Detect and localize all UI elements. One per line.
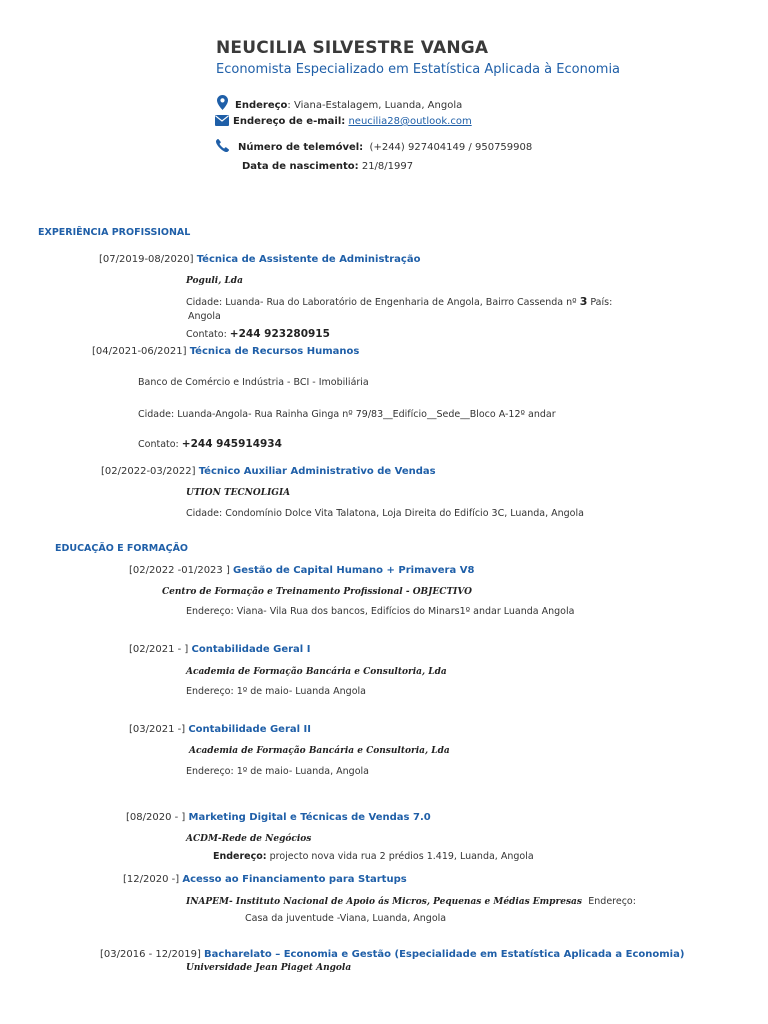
edu-2-course: Contabilidade Geral I	[191, 644, 311, 655]
address-line	[235, 100, 462, 111]
edu-2-date: [02/2021 - ]	[129, 644, 189, 655]
edu-5-header	[123, 874, 407, 885]
edu-3-address: Endereço: 1º de maio- Luanda, Angola	[186, 766, 369, 777]
edu-4-address	[213, 851, 534, 862]
job-2-contact	[138, 438, 282, 450]
edu-6-header	[100, 949, 684, 960]
edu-3-school: Academia de Formação Bancária e Consultoria, Lda	[189, 746, 450, 756]
edu-4-address-value: projecto nova vida rua 2 prédios 1.419, Luanda, Angola	[269, 851, 534, 862]
edu-1-school: Centro de Formação e Treinamento Profissional - OBJECTIVO	[162, 587, 473, 597]
edu-5-address-label: Endereço:	[588, 896, 636, 907]
job-3-company: UTION TECNOLIGIA	[186, 488, 291, 498]
email-line	[233, 116, 472, 127]
professional-title: Economista Especializado em Estatística Aplicada à Economia	[216, 62, 621, 77]
edu-5-address: Casa da juventude -Viana, Luanda, Angola	[245, 913, 447, 924]
job-2-company: Banco de Comércio e Indústria - BCI - Imobiliária	[138, 377, 369, 388]
education-heading: EDUCAÇÃO E FORMAÇÃO	[55, 543, 189, 554]
edu-4-header	[126, 812, 431, 823]
job-2-header	[92, 346, 359, 357]
job-1-contact-sep: :	[223, 329, 227, 340]
job-2-contact-label: Contato:	[138, 439, 179, 450]
edu-5-course: Acesso ao Financiamento para Startups	[182, 874, 407, 885]
edu-4-date: [08/2020 - ]	[126, 812, 186, 823]
edu-5-date: [12/2020 -]	[123, 874, 180, 885]
edu-1-header	[129, 565, 474, 576]
envelope-icon	[215, 115, 229, 126]
job-3-header	[101, 466, 436, 477]
job-1-contact-label: Contato	[186, 329, 224, 340]
edu-6-course: Bacharelato – Economia e Gestão (Especialidade em Estatística Aplicada a Economia)	[204, 949, 685, 960]
edu-6-date: [03/2016 - 12/2019]	[100, 949, 201, 960]
phone-value: (+244) 927404149 / 950759908	[369, 142, 533, 153]
phone-label: Número de telemóvel:	[238, 142, 364, 153]
job-1-company: Poguli, Lda	[186, 276, 243, 286]
job-1-city-value: : Luanda- Rua do Laboratório de Engenharia de Angola, Bairro Cassenda nº	[219, 297, 577, 308]
edu-4-school: ACDM-Rede de Negócios	[186, 834, 312, 844]
birth-value: 21/8/1997	[361, 161, 414, 172]
job-2-contact-value: +244 945914934	[181, 438, 282, 450]
job-3-city-value: : Condomínio Dolce Vita Talatona, Loja Direita do Edifício 3C, Luanda, Angola	[219, 508, 584, 519]
edu-2-school: Academia de Formação Bancária e Consultoria, Lda	[186, 667, 447, 677]
birth-label: Data de nascimento:	[242, 161, 359, 172]
job-1-contact	[186, 328, 330, 340]
job-1-city-tail2: :	[609, 297, 613, 308]
job-2-city: Cidade: Luanda-Angola- Rua Rainha Ginga nº 79/83__Edifício__Sede__Bloco A-12º andar	[138, 409, 556, 420]
edu-2-address: Endereço: 1º de maio- Luanda Angola	[186, 686, 366, 697]
address-label: Endereço	[235, 100, 288, 111]
job-1-header	[99, 254, 420, 265]
job-3-role: Técnico Auxiliar Administrativo de Vendas	[198, 466, 436, 477]
email-label: Endereço de e-mail:	[233, 116, 346, 127]
job-1-city-label: Cidade	[186, 297, 219, 308]
job-1-city-num: 3	[579, 295, 588, 308]
edu-3-course: Contabilidade Geral II	[188, 724, 311, 735]
edu-2-header	[129, 644, 310, 655]
edu-5-school: INAPEM- Instituto Nacional de Apoio ás Micros, Pequenas e Médias Empresas	[186, 897, 582, 907]
email-link[interactable]: neucilia28@outlook.com	[348, 116, 472, 127]
location-pin-icon	[217, 95, 228, 110]
edu-3-date: [03/2021 -]	[129, 724, 186, 735]
full-name: NEUCILIA SILVESTRE VANGA	[216, 38, 489, 58]
job-1-role: Técnica de Assistente de Administração	[196, 254, 421, 265]
job-1-city	[186, 295, 612, 308]
edu-6-school: Universidade Jean Piaget Angola	[186, 963, 352, 973]
edu-1-date: [02/2022 -01/2023 ]	[129, 565, 230, 576]
edu-4-address-label: Endereço:	[213, 851, 267, 862]
edu-1-course: Gestão de Capital Humano + Primavera V8	[233, 565, 475, 576]
edu-4-course: Marketing Digital e Técnicas de Vendas 7.0	[188, 812, 431, 823]
job-1-country: Angola	[188, 311, 221, 322]
job-2-role: Técnica de Recursos Humanos	[189, 346, 360, 357]
birth-line	[242, 161, 413, 172]
job-3-date: [02/2022-03/2022]	[101, 466, 196, 477]
phone-icon	[216, 139, 229, 152]
phone-line	[238, 142, 532, 153]
edu-5-school-line	[186, 896, 636, 907]
job-3-city-label: Cidade	[186, 508, 219, 519]
job-3-city	[186, 508, 584, 519]
job-1-date: [07/2019-08/2020]	[99, 254, 194, 265]
edu-3-header	[129, 724, 311, 735]
edu-1-address: Endereço: Viana- Vila Rua dos bancos, Edifícios do Minars1º andar Luanda Angola	[186, 606, 575, 617]
job-2-date: [04/2021-06/2021]	[92, 346, 187, 357]
address-value: : Viana-Estalagem, Luanda, Angola	[287, 100, 463, 111]
job-1-city-tail: País	[590, 297, 610, 308]
job-1-contact-value: +244 923280915	[229, 328, 330, 340]
experience-heading: EXPERIÊNCIA PROFISSIONAL	[38, 227, 191, 238]
